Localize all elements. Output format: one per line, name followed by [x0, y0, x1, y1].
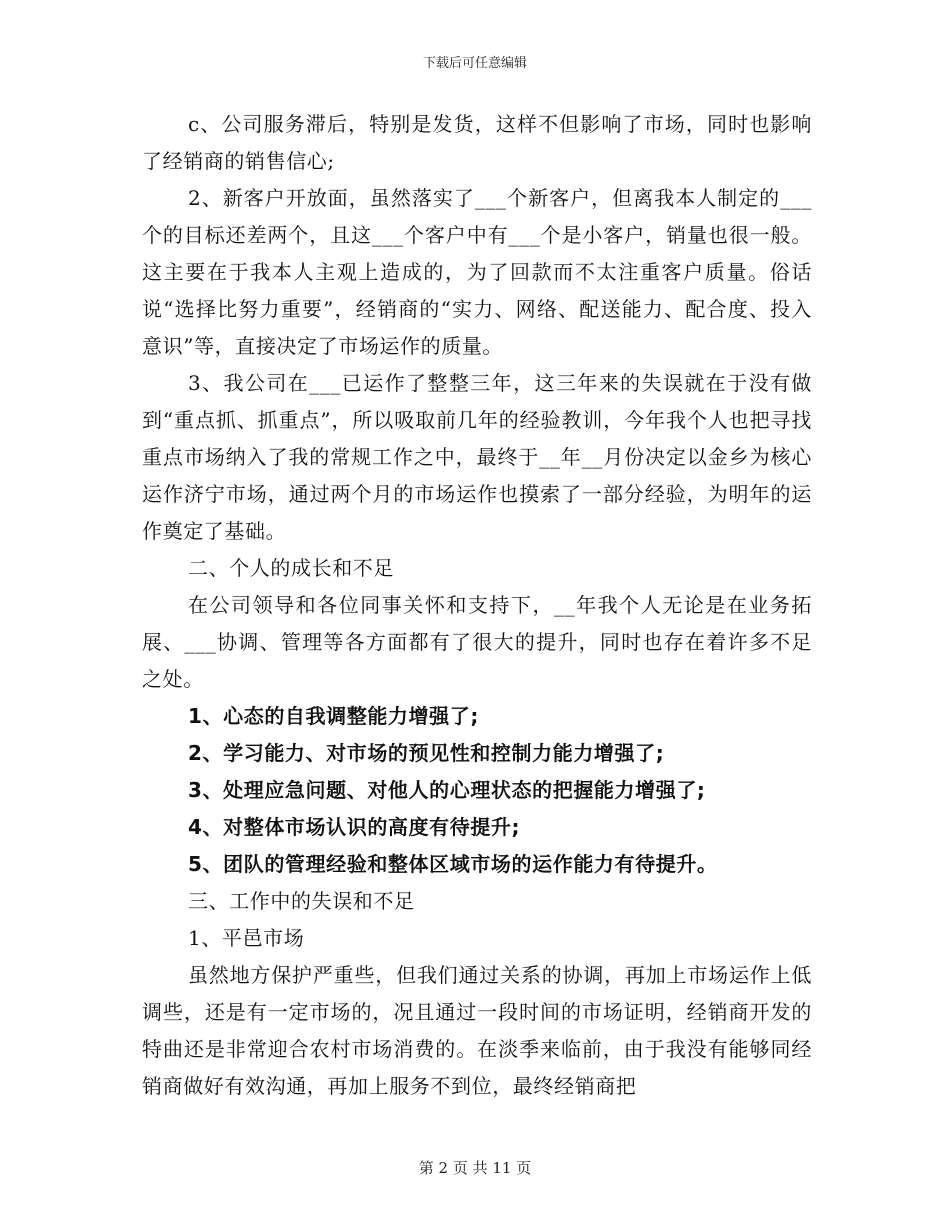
header-note: 下载后可任意编辑: [422, 56, 527, 71]
paragraph-key-markets: 3、我公司在___已运作了整整三年，这三年来的失误就在于没有做到“重点抓、抓重点”，所以吸取前几年的经验教训，今年我个人也把寻找重点市场纳入了我的常规工作之中，最终于__年__月份决定以金乡为核心运作济宁市场，通过两个月的市场运作也摸索了一部分经验，为明年的运作奠定了基础。: [142, 371, 812, 543]
section-title-growth: 二、个人的成长和不足: [188, 556, 394, 580]
list-item: 3、处理应急问题、对他人的心理状态的把握能力增强了;: [188, 778, 706, 802]
list-item: 1、心态的自我调整能力增强了;: [188, 704, 479, 728]
document-body: [142, 106, 812, 1105]
list-item: 2、学习能力、对市场的预见性和控制力能力增强了;: [188, 741, 665, 765]
subsection-title-pingyi: 1、平邑市场: [188, 926, 305, 950]
paragraph-growth-intro: 在公司领导和各位同事关怀和支持下，__年我个人无论是在业务拓展、___协调、管理等各方面都有了很大的提升，同时也存在着许多不足之处。: [142, 593, 812, 691]
page-number: 第 2 页 共 11 页: [418, 1159, 532, 1177]
paragraph-service-lag: c、公司服务滞后，特别是发货，这样不但影响了市场，同时也影响了经销商的销售信心;: [142, 112, 812, 173]
paragraph-new-customers: 2、新客户开放面，虽然落实了___个新客户，但离我本人制定的___个的目标还差两个，且这___个客户中有___个是小客户，销量也很一般。这主要在于我本人主观上造成的，为了回款而不太注重客户质量。俗话说“选择比努力重要”，经销商的“实力、网络、配送能力、配合度、投入意识”等，直接决定了市场运作的质量。: [142, 186, 812, 358]
list-item: 4、对整体市场认识的高度有待提升;: [188, 815, 521, 839]
section-title-mistakes: 三、工作中的失误和不足: [188, 889, 415, 913]
paragraph-pingyi-market: 虽然地方保护严重些，但我们通过关系的协调，再加上市场运作上低调些，还是有一定市场的，况且通过一段时间的市场证明，经销商开发的特曲还是非常迎合农村市场消费的。在淡季来临前，由于我没有能够同经销商做好有效沟通，再加上服务不到位，最终经销商把: [142, 963, 812, 1098]
list-item: 5、团队的管理经验和整体区域市场的运作能力有待提升。: [188, 852, 718, 876]
